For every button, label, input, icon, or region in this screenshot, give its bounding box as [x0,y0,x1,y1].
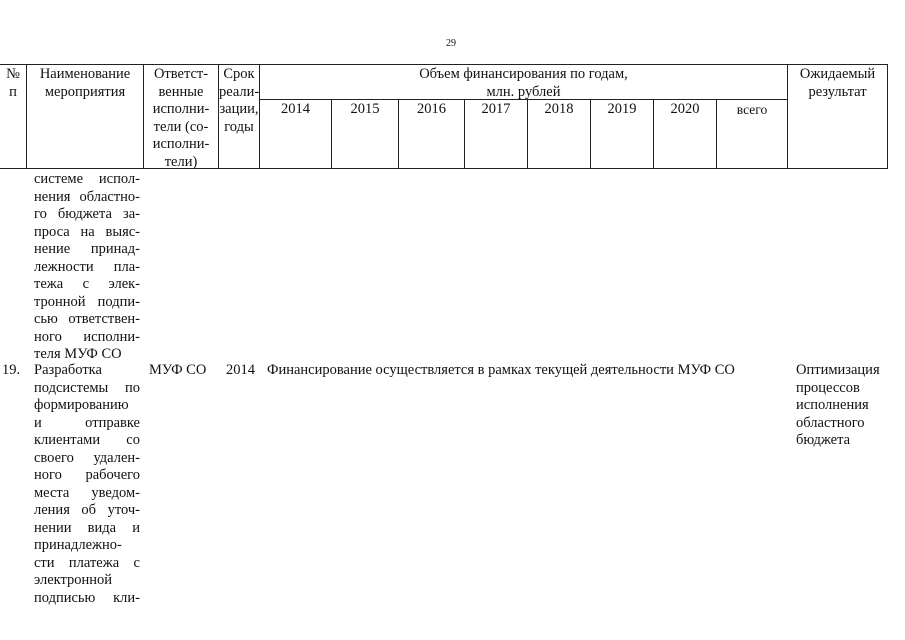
row-name-line: нении вида и [34,519,140,536]
row-result-line: исполнения [796,397,869,413]
row-name-line: принадлежно- [34,537,122,553]
header-responsible-line: тели) [164,153,198,170]
header-result-line: Ожидаемый [799,66,876,82]
header-responsible-line: венные [158,83,204,100]
continuation-name [34,171,140,364]
header-responsible-line: исполни- [152,136,210,152]
header-result [788,66,887,101]
continuation-line: сью ответствен- [34,311,140,327]
row-number: 19. [2,362,21,378]
row-result-line: бюджета [796,432,851,448]
header-term-line: годы [224,118,254,135]
header-name [27,66,143,101]
header-result-line: результат [808,83,867,100]
row-term: 2014 [226,362,255,378]
header-year-2014: 2014 [281,101,310,117]
header-year-2016: 2016 [417,101,446,117]
row-name-line: ного рабочего [34,467,140,483]
row-name-line: Разработка [34,362,102,378]
row-name [34,362,140,607]
row-name-line: и отправке [34,414,140,431]
row-name-line: формированию [34,397,129,413]
row-name-line: электронной [34,572,113,588]
header-year-2019: 2019 [607,101,637,117]
row-result-line: Оптимизация [796,362,880,378]
header-year-2015: 2015 [350,101,380,117]
header-name-line: мероприятия [44,83,126,100]
header-term-line: Срок [223,66,255,82]
header-total: всего [736,102,768,117]
header-top-border [0,64,888,65]
row-result-line: областного [796,414,865,431]
header-term-line: зации, [219,101,259,117]
header-responsible-line: Ответст- [153,66,209,82]
continuation-line: лежности пла- [34,258,140,275]
row-name-line: своего удален- [34,449,140,466]
continuation-line: нение принад- [34,241,140,257]
header-responsible-line: тели (со- [153,118,209,135]
page-number: 29 [446,38,456,49]
col-divider [887,64,888,169]
continuation-line: ного исполни- [34,328,140,345]
header-responsible-line: исполни- [152,101,210,117]
header-number [0,66,26,101]
header-year-2018: 2018 [544,101,574,117]
header-year-2020: 2020 [670,101,700,117]
continuation-line: тронной подпи- [34,293,140,310]
row-name-line: ления об уточ- [34,502,140,518]
header-responsible [144,66,218,171]
row-result [796,362,888,450]
header-bottom-border [0,168,888,169]
header-funding-line: Объем финансирования по годам, [419,66,628,82]
header-term [219,66,259,136]
row-result-line: процессов [796,379,860,396]
header-funding [260,66,787,101]
row-financing: Финансирование осуществляется в рамках текущей деятельности МУФ СО [267,362,735,378]
header-funding-line: млн. рублей [486,83,561,100]
continuation-line: го бюджета за- [34,206,140,222]
header-number-line: № [6,66,20,82]
row-name-line: клиентами со [34,432,140,448]
continuation-line: теля МУФ СО [34,346,122,362]
header-name-line: Наименование [39,66,131,82]
row-name-line: сти платежа с [34,554,140,571]
row-name-line: подписью кли- [34,589,140,606]
row-responsible: МУФ СО [149,362,207,378]
continuation-line: тежа с элек- [34,276,140,292]
row-name-line: места уведом- [34,484,140,501]
header-term-line: реали- [219,83,260,100]
row-name-line: подсистемы по [34,379,140,396]
header-number-line: п [9,83,17,100]
header-year-2017: 2017 [481,101,511,117]
continuation-line: проса на выяс- [34,223,140,240]
continuation-line: системе испол- [34,171,140,187]
continuation-line: нения областно- [34,188,140,205]
